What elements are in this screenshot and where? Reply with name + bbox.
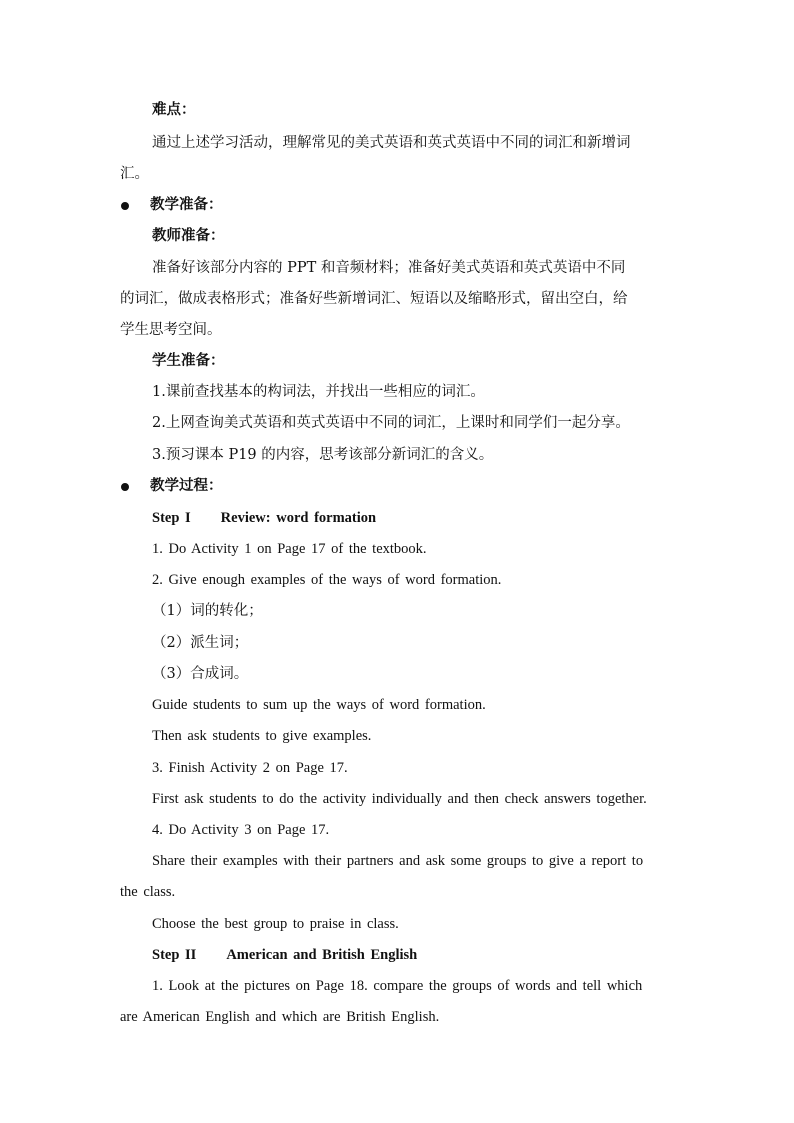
step1-line: the class.: [120, 884, 176, 900]
student-prep-item: 3.预习课本 P19 的内容，思考该部分新词汇的含义。: [152, 447, 494, 463]
step1-line: Guide students to sum up the ways of word formation.: [152, 697, 486, 713]
teacher-prep-line-3: 学生思考空间。: [120, 322, 222, 338]
step1-line: 4. Do Activity 3 on Page 17.: [152, 822, 330, 838]
difficulty-text-line-2: 汇。: [120, 166, 149, 182]
step2-line-2: are American English and which are British English.: [120, 1009, 440, 1025]
step1-title: Review: word formation: [220, 510, 377, 526]
student-prep-item: 2.上网查询美式英语和英式英语中不同的词汇，上课时和同学们一起分享。: [152, 415, 630, 431]
difficulty-text-line-1: 通过上述学习活动，理解常见的美式英语和英式英语中不同的词汇和新增词: [152, 135, 631, 151]
step1-line: （2）派生词；: [152, 635, 249, 651]
step1-line: 2. Give enough examples of the ways of word formation.: [152, 572, 502, 588]
student-prep-heading: 学生准备：: [152, 352, 225, 369]
teacher-prep-line-2: 的词汇，做成表格形式；准备好些新增词汇、短语以及缩略形式，留出空白，给: [120, 291, 628, 307]
difficulty-heading: 难点：: [152, 101, 196, 118]
step1-label: Step I: [152, 510, 191, 526]
step2-line-1: 1. Look at the pictures on Page 18. compare the groups of words and tell which: [152, 978, 643, 994]
step1-line: （1）词的转化；: [152, 603, 263, 619]
process-heading: 教学过程：: [150, 477, 223, 494]
step2-heading: [152, 945, 712, 965]
step1-line: Then ask students to give examples.: [152, 728, 372, 744]
step1-line: First ask students to do the activity individually and then check answers together.: [152, 791, 647, 807]
step1-heading: [152, 508, 712, 528]
step2-title: American and British English: [226, 947, 418, 963]
step1-line: （3）合成词。: [152, 666, 249, 682]
step1-line: Share their examples with their partners and ask some groups to give a report to: [152, 853, 644, 869]
step2-label: Step II: [152, 947, 197, 963]
teacher-prep-line-1: 准备好该部分内容的 PPT 和音频材料；准备好美式英语和英式英语中不同: [152, 260, 626, 276]
bullet-icon: [121, 202, 129, 210]
step1-line: 3. Finish Activity 2 on Page 17.: [152, 760, 348, 776]
bullet-icon: [121, 483, 129, 491]
step1-line: 1. Do Activity 1 on Page 17 of the textbook.: [152, 541, 427, 557]
preparation-heading: 教学准备：: [150, 196, 223, 213]
student-prep-item: 1.课前查找基本的构词法，并找出一些相应的词汇。: [152, 384, 485, 400]
teacher-prep-heading: 教师准备：: [152, 227, 225, 244]
step1-line: Choose the best group to praise in class.: [152, 916, 399, 932]
